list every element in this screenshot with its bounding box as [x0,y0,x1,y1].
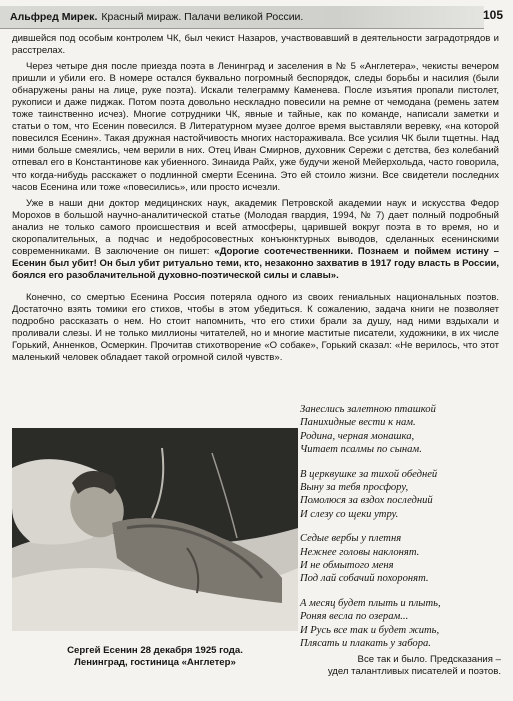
caption-line-1: Сергей Есенин 28 декабря 1925 года. [67,645,243,656]
poem-line: А месяц будет плыть и плыть, [300,597,441,609]
poem-stanza [300,597,505,651]
poem [300,403,505,662]
page-number: 105 [482,8,503,22]
closing-line-1: Все так и было. Предсказания – [357,654,501,665]
running-header [0,6,484,29]
poem-line: Под лай собачий похоронят. [300,573,429,585]
paragraph-2: Через четыре дня после приезда поэта в Ленинград и заселения в № 5 «Англетера», чекисты вечером пришли и убили его. В номере остался буквально погромный беспорядок, следы борьбы и насилия (были обнаружены раны на лице, руке поэта). Искали телеграмму Каменева. После изъятия пропали пистолет, рукописи и даже пиджак. Потом поэта довольно нескладно повесили на ремне от чемодана (ремень затем тоже таинственно исчез). Многие сотрудники ЧК, явные и тайные, как по команде, написали заметки и статьи о том, что Есенин повесился. В Литературном музее долгое время выставляли веревку, «на которой повесился Есенин». Такая дружная настойчивость многих настораживала. Все усилия ЧК были тщетны. Над ними больше смеялись, чем верили в них. Отец Иван Смирнов, духовник Сережи с детства, без колебаний отпевал его в Константинове как убиенного. Зинаида Райх, уже будучи женой Мейерхольда, часто говорила, что когда-нибудь расскажет о подлинной смерти Есенина. Это ей стоило жизни. Все свидетели последних часов Есенина или тоже «повесились», или просто исчезли. [12,61,499,193]
poem-line: И слезу со щеки утру. [300,508,399,520]
header-title: Красный мираж. Палачи великой России. [101,11,304,23]
paragraph-3-text: Уже в наши дни доктор медицинских наук, академик Петровской академии наук и искусства Федор Морохов в большой научно-аналитической статье (Молодая гвардия, 1994, № 7) дает полный подробный анализ не только самого происшествия и всей атмосферы, царившей вокруг поэта в то время, но и скоропалительных, а подчас и недобросовестных конъюнктурных выводов, сделанных есенинскими современниками. В заключение он пишет: [12,197,499,257]
poem-stanza [300,468,505,522]
poem-line: Панихидные вести к нам. [300,417,416,429]
paragraph-1: дившейся под особым контролем ЧК, был чекист Назаров, участвовавший в деятельности заградотрядов и расстрелах. [12,33,499,57]
poem-line: Выну за тебя просфору, [300,482,409,494]
closing-text [311,654,501,679]
poem-line: Помолюся за вздох последний [300,495,433,507]
poem-stanza [300,403,505,457]
paragraph-3-quote: «Дорогие соотечественники. Познаем и поймем истину – Есенин был убит! Он был убит ритуально теми, кто, незаконно захватив в 1917 году власть в России, боялся его разоблачительной духовно-поэтической силы и славы». [12,245,499,281]
body-text [12,33,499,368]
paragraph-3 [12,198,499,282]
poem-line: И не обмытого меня [300,560,394,572]
poem-line: Плясать и плакать у забора. [300,638,431,650]
caption-line-2: Ленинград, гостиница «Англетер» [74,657,236,668]
poem-line: И Русь все так и будет жить, [300,624,440,636]
poem-line: Седые вербы у плетня [300,533,402,545]
poem-line: Читает псалмы по сынам. [300,444,422,456]
poem-line: Занеслись залетною пташкой [300,404,436,415]
esenin-photo [12,428,298,631]
poem-line: В церквушке за тихой обедней [300,468,438,480]
poem-stanza [300,532,505,586]
poem-line: Нежнее головы наклонят. [300,546,420,558]
poem-line: Роняя весла по озерам... [300,611,409,623]
closing-line-2: удел талантливых писателей и поэтов. [327,666,501,678]
paragraph-4: Конечно, со смертью Есенина Россия потеряла одного из своих гениальных национальных поэтов. Достаточно взять томики его стихов, чтобы в этом убедиться. К сожалению, задача книги не позволяет подробно рассказать о нем. Но стоит напомнить, что его стихи брали за душу, над ними вздыхали и проливали слезы. И не только миллионы читателей, но и многие маститые писатели, художники, в их числе Горький, Анненков, Осмеркин. Прочитав стихотворение «О собаке», Горький сказал: «Не верилось, что этот маленький человек обладает такой огромной силой чувств». [12,291,499,364]
poem-line: Родина, черная монашка, [300,430,415,442]
photo-caption [12,645,298,669]
header-author: Альфред Мирек. [10,11,98,23]
